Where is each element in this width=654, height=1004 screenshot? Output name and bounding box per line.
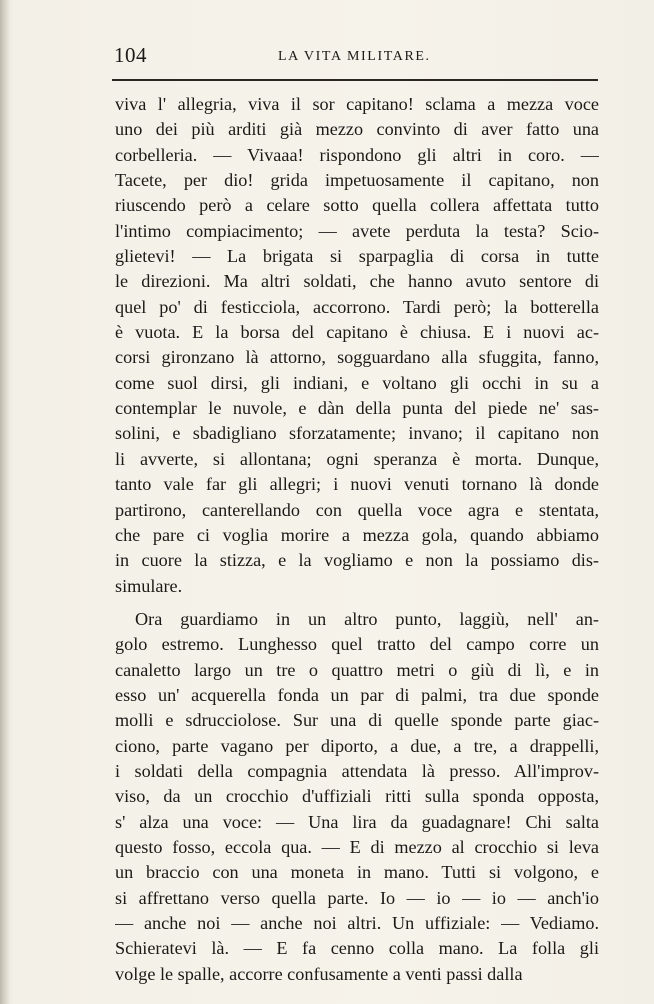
paragraph — [115, 92, 599, 599]
running-head — [114, 40, 596, 70]
text-line: corsi gironzano là attorno, sogguardano alla sfuggita, fanno, — [115, 347, 599, 368]
text-line: canaletto largo un tre o quattro metri o giù di lì, e in — [115, 659, 599, 680]
text-line: che pare ci voglia morire a mezza gola, quando abbiamo — [115, 524, 599, 545]
text-line: contemplar le nuvole, e dàn della punta del piede ne' sas- — [115, 398, 599, 419]
text-line: corbelleria. — Vivaaa! rispondono gli altri in coro. — — [115, 144, 599, 165]
text-line: viva l' allegria, viva il sor capitano! sclama a mezza voce — [115, 94, 599, 114]
text-line: in cuore la stizza, e la vogliamo e non la possiamo dis- — [115, 550, 599, 571]
text-line: — anche noi — anche noi altri. Un uffiziale: — Vediamo. — [115, 913, 599, 933]
header-rule — [112, 79, 598, 81]
text-line: solini, e sbadigliano sforzatamente; invano; il capitano non — [115, 423, 599, 444]
text-line: tanto vale far gli allegri; i nuovi venuti tornano là donde — [115, 474, 599, 495]
running-head-title: LA VITA MILITARE. — [278, 49, 431, 64]
text-line: questo fosso, eccola qua. — E di mezzo al crocchio si leva — [115, 836, 599, 857]
text-line: glietevi! — La brigata si sparpaglia di corsa in tutte — [115, 246, 599, 267]
text-line: Tacete, per dio! grida impetuosamente il capitano, non — [115, 170, 599, 191]
body-text — [115, 92, 599, 987]
text-line: quel po' di festicciola, accorrono. Tardi però; la botterella — [115, 296, 599, 317]
text-line: è vuota. E la borsa del capitano è chiusa. E i nuovi ac- — [115, 322, 599, 343]
text-line: molli e sdrucciolose. Sur una di quelle sponde parte giac- — [115, 710, 599, 731]
text-line: ciono, parte vagano per diporto, a due, a tre, a drappelli, — [115, 735, 599, 756]
text-line: le direzioni. Ma altri soldati, che hanno avuto sentore di — [115, 271, 599, 292]
text-line: viso, da un crocchio d'uffiziali ritti sulla sponda opposta, — [115, 786, 599, 807]
text-line: esso un' acquerella fonda un par di palmi, tra due sponde — [115, 684, 599, 705]
text-line: i soldati della compagnia attendata là presso. All'improv- — [115, 760, 599, 781]
text-line: partirono, canterellando con quella voce agra e stentata, — [115, 499, 599, 520]
text-line: Ora guardiamo in un altro punto, laggiù, nell' an- — [135, 608, 599, 629]
paragraph — [115, 607, 599, 987]
paragraph-gap — [115, 599, 599, 607]
page-number: 104 — [114, 43, 147, 67]
text-line: come suol dirsi, gli indiani, e voltano gli occhi in su a — [115, 372, 599, 393]
text-line: simulare. — [115, 575, 183, 596]
text-line: l'intimo compiacimento; — avete perduta la testa? Scio- — [115, 220, 599, 241]
text-line: Schieratevi là. — E fa cenno colla mano. La folla gli — [115, 938, 599, 959]
text-line: s' alza una voce: — Una lira da guadagnare! Chi salta — [115, 811, 599, 832]
page-spine-shadow — [0, 0, 10, 1004]
text-line: uno dei più arditi già mezzo convinto di aver fatto una — [115, 119, 599, 140]
text-line: volge le spalle, accorre confusamente a venti passi dalla — [115, 963, 523, 984]
text-line: riuscendo però a celare sotto quella collera affettata tutto — [115, 195, 599, 216]
text-line: golo estremo. Lunghesso quel tratto del campo corre un — [115, 634, 599, 655]
text-line: li avverte, si allontana; ogni speranza è morta. Dunque, — [115, 448, 599, 469]
text-line: si affrettano verso quella parte. Io — io — io — anch'io — [115, 887, 599, 908]
text-line: un braccio con una moneta in mano. Tutti si volgono, e — [115, 862, 599, 883]
